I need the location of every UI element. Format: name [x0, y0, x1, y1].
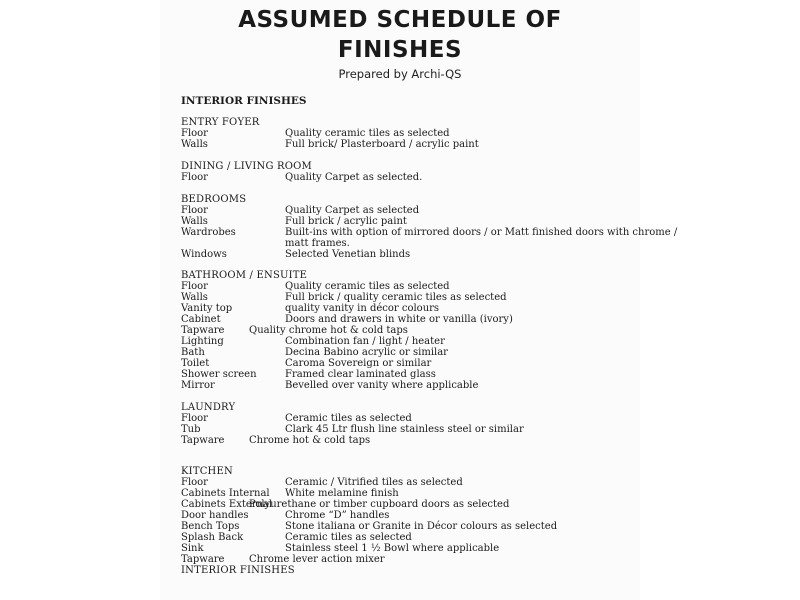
bathroom-walls-value: Full brick / quality ceramic tiles as selected [285, 292, 507, 303]
kitchen-splash-back-value: Ceramic tiles as selected [285, 532, 412, 543]
document-title-line-1: ASSUMED SCHEDULE OF [238, 7, 562, 33]
bathroom-lighting-label: Lighting [181, 336, 224, 347]
bathroom-floor-label: Floor [181, 281, 208, 292]
section-entry-foyer: ENTRY FOYER [181, 117, 260, 128]
kitchen-tapware-label: Tapware [181, 554, 225, 565]
kitchen-cabinets-external-label: Cabinets External [181, 499, 273, 510]
section-dining-living: DINING / LIVING ROOM [181, 161, 312, 172]
kitchen-bench-tops-value: Stone italiana or Granite in Décor colours as selected [285, 521, 558, 532]
kitchen-sink-label: Sink [181, 543, 204, 554]
kitchen-floor-label: Floor [181, 477, 208, 488]
bathroom-toilet-label: Toilet [181, 358, 210, 369]
bedrooms-walls-label: Walls [181, 216, 208, 227]
kitchen-sink-value: Stainless steel 1 ½ Bowl where applicable [285, 543, 500, 554]
kitchen-bench-tops-label: Bench Tops [181, 521, 240, 532]
bedrooms-windows-label: Windows [181, 249, 227, 260]
bedrooms-floor-value: Quality Carpet as selected [285, 205, 420, 216]
kitchen-door-handles-label: Door handles [181, 510, 249, 521]
kitchen-splash-back-label: Splash Back [181, 532, 244, 543]
section-kitchen: KITCHEN [181, 466, 233, 477]
bathroom-lighting-value: Combination fan / light / heater [285, 336, 445, 347]
bathroom-toilet-value: Caroma Sovereign or similar [285, 358, 432, 369]
laundry-tapware-value: Chrome hot & cold taps [249, 435, 371, 446]
bedrooms-floor-label: Floor [181, 205, 208, 216]
document-page [160, 0, 678, 600]
document-title-line-2: FINISHES [337, 37, 463, 63]
bedrooms-wardrobes-label: Wardrobes [181, 227, 236, 238]
kitchen-cabinets-internal-label: Cabinets Internal [181, 488, 270, 499]
kitchen-door-handles-value: Chrome “D” handles [285, 510, 390, 521]
bathroom-bath-value: Decina Babino acrylic or similar [285, 347, 448, 358]
laundry-tub-value: Clark 45 Ltr flush line stainless steel or similar [285, 424, 524, 435]
kitchen-cabinets-internal-value: White melamine finish [285, 488, 399, 499]
laundry-tub-label: Tub [181, 424, 201, 435]
dining-floor-label: Floor [181, 172, 208, 183]
bedrooms-walls-value: Full brick / acrylic paint [285, 216, 407, 227]
entry-walls-value: Full brick/ Plasterboard / acrylic paint [285, 139, 479, 150]
bathroom-floor-value: Quality ceramic tiles as selected [285, 281, 450, 292]
entry-floor-label: Floor [181, 128, 208, 139]
laundry-floor-value: Ceramic tiles as selected [285, 413, 412, 424]
bathroom-walls-label: Walls [181, 292, 208, 303]
bathroom-tapware-label: Tapware [181, 325, 225, 336]
dining-floor-value: Quality Carpet as selected. [285, 172, 423, 183]
footer-interior-finishes: INTERIOR FINISHES [181, 565, 295, 576]
bathroom-cabinet-label: Cabinet [181, 314, 221, 325]
bedrooms-windows-value: Selected Venetian blinds [285, 249, 411, 260]
interior-finishes-heading: INTERIOR FINISHES [181, 95, 307, 107]
section-bedrooms: BEDROOMS [181, 194, 247, 205]
bedrooms-wardrobes-value-cont: matt frames. [285, 238, 350, 249]
entry-floor-value: Quality ceramic tiles as selected [285, 128, 450, 139]
laundry-floor-label: Floor [181, 413, 208, 424]
bathroom-mirror-value: Bevelled over vanity where applicable [285, 380, 479, 391]
bathroom-bath-label: Bath [181, 347, 205, 358]
entry-walls-label: Walls [181, 139, 208, 150]
section-laundry: LAUNDRY [181, 402, 236, 413]
document-subtitle: Prepared by Archi-QS [338, 67, 462, 81]
bathroom-tapware-value: Quality chrome hot & cold taps [249, 325, 408, 336]
laundry-tapware-label: Tapware [181, 435, 225, 446]
bathroom-shower-screen-label: Shower screen [181, 369, 257, 380]
bathroom-vanity-value: quality vanity in décor colours [285, 303, 440, 314]
kitchen-tapware-value: Chrome lever action mixer [249, 554, 385, 565]
bathroom-mirror-label: Mirror [181, 380, 215, 391]
bathroom-vanity-label: Vanity top [181, 303, 233, 314]
kitchen-floor-value: Ceramic / Vitrified tiles as selected [285, 477, 463, 488]
bathroom-cabinet-value: Doors and drawers in white or vanilla (ivory) [285, 314, 513, 325]
section-bathroom-ensuite: BATHROOM / ENSUITE [181, 270, 308, 281]
kitchen-cabinets-external-value: Polyurethane or timber cupboard doors as selected [249, 499, 510, 510]
bathroom-shower-screen-value: Framed clear laminated glass [285, 369, 436, 380]
bedrooms-wardrobes-value: Built-ins with option of mirrored doors / or Matt finished doors with chrome / [285, 227, 678, 238]
